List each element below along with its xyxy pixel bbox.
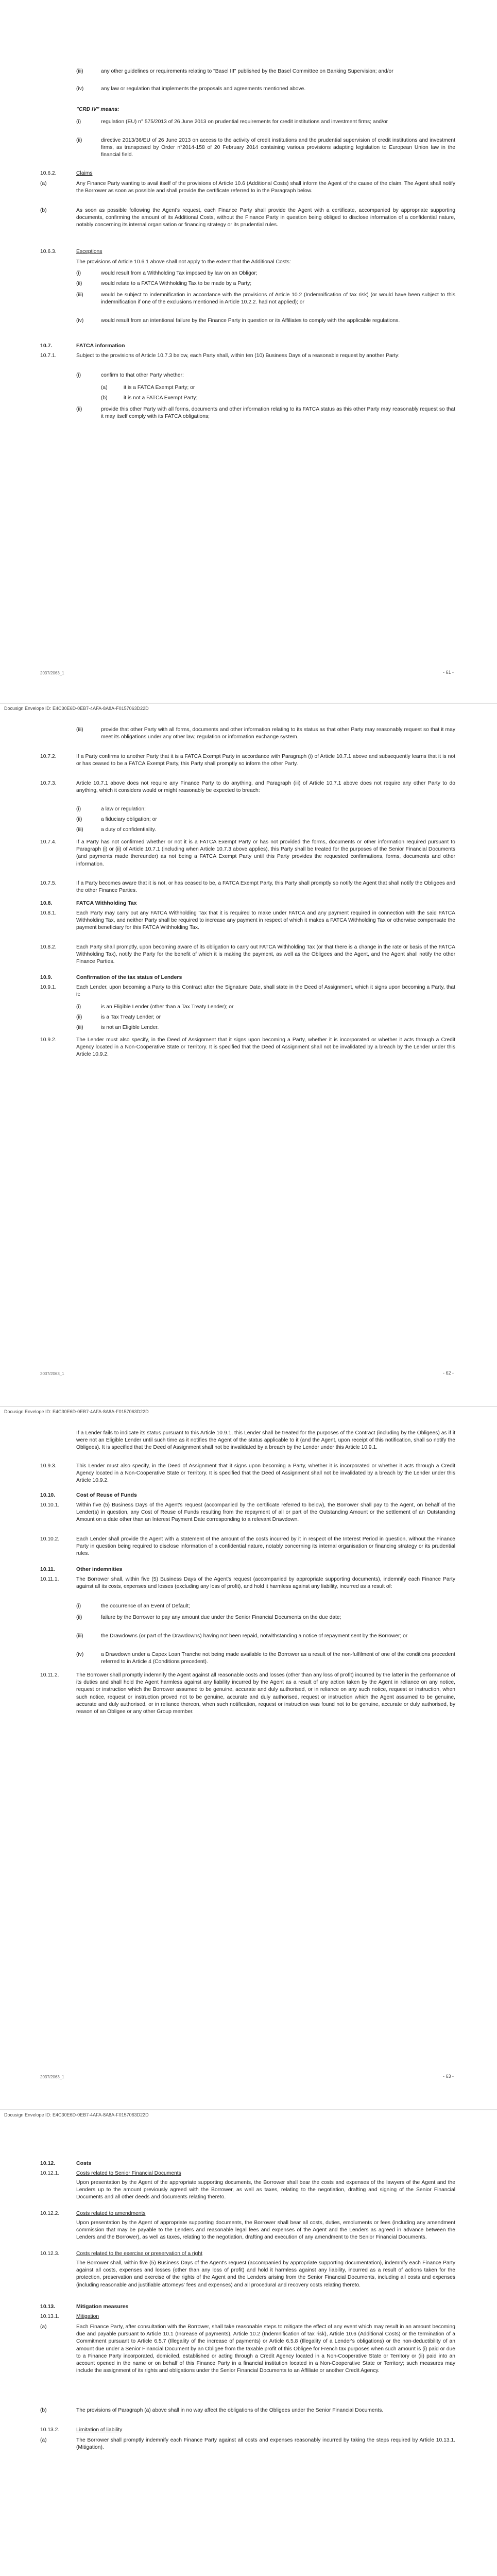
list-num: (a)	[40, 2437, 47, 2443]
section-title: Limitation of liability	[76, 2427, 123, 2433]
paragraph: would relate to a FATCA Withholding Tax to be made by a Party;	[101, 281, 252, 286]
list-num: (i)	[76, 1004, 81, 1010]
paragraph: a Drawdown under a Capex Loan Tranche not being made available to the Borrower as a result of the non-fulfilment of one of the conditions precedent referred to in Article 4 (Conditions precedent).	[101, 1652, 455, 1665]
list-num: (iii)	[76, 292, 83, 298]
list-num: (i)	[76, 1603, 81, 1609]
page-number: - 61 -	[442, 670, 454, 675]
paragraph: would be subject to indemnification in accordance with the provisions of Article 10.2 (Indemnification of tax risk) (or would have been subject to this indemnification if one of the exclusions mentioned in Article 10.2.2. had not applied); or	[101, 292, 455, 306]
paragraph: Any Finance Party wanting to avail itself of the provisions of Article 10.6 (Additional Costs) shall inform the Agent of the cause of the claim. The Agent shall notify the Borrower as soon as possible and shall provide the certificate referred to in the Paragraph below.	[76, 181, 455, 194]
section-number: 10.7.5.	[40, 880, 57, 886]
section-title: FATCA information	[76, 343, 125, 349]
paragraph: it is a FATCA Exempt Party; or	[124, 385, 195, 391]
section-number: 10.12.2.	[40, 2211, 60, 2216]
list-num: (ii)	[76, 138, 82, 143]
page-61	[0, 0, 497, 703]
paragraph: regulation (EU) n° 575/2013 of 26 June 2013 on prudential requirements for credit institutions and investment firms; and/or	[101, 119, 388, 125]
paragraph: a law or regulation;	[101, 806, 146, 812]
paragraph: directive 2013/36/EU of 26 June 2013 on access to the activity of credit institutions and the prudential supervision of credit institutions and investment firms, as transposed by Order n°2014-158 of 20 February 2014 containing various provisions adapting legislation to European Union law in the financial field.	[101, 138, 455, 158]
paragraph: failure by the Borrower to pay any amount due under the Senior Financial Documents on the due date;	[101, 1615, 341, 1620]
section-title: Exceptions	[76, 249, 102, 255]
paragraph: If a Party becomes aware that it is not, or has ceased to be, a FATCA Exempt Party, this Party shall promptly so notify the Agent that shall notify the Obligees and the other Finance Parties.	[76, 880, 455, 894]
section-number: 10.11.2.	[40, 1672, 59, 1678]
paragraph: Each Lender shall provide the Agent with a statement of the amount of the costs incurred by it in respect of the Interest Period in question, without the Finance Party in question being required to disclose information of a confidential nature, notably concerning its internal organisation or financing strategy or its prudential rules.	[76, 1536, 455, 1557]
section-number: 10.7.1.	[40, 353, 57, 359]
section-number: 10.6.3.	[40, 249, 57, 255]
section-number: 10.13.2.	[40, 2427, 60, 2433]
paragraph: any law or regulation that implements the proposals and agreements mentioned above.	[101, 86, 306, 92]
list-num: (iv)	[76, 318, 84, 324]
section-title: Costs related to the exercise or preservation of a right	[76, 2251, 202, 2257]
section-title: Other indemnities	[76, 1566, 123, 1572]
paragraph: As soon as possible following the Agent's request, each Finance Party shall provide the Agent with a certificate, accompanied by appropriate supporting documents, confirming the amount of its Additional Costs, without the Finance Party in question being obliged to disclose information of a confidential nature, notably concerning its internal organisation or financing strategy or its prudential rules.	[76, 208, 455, 228]
list-num: (ii)	[76, 817, 82, 822]
paragraph: provide this other Party with all forms, documents and other information relating to its FATCA status as this other Party may reasonably request so that it may itself comply with its FATCA obligations;	[101, 406, 455, 420]
section-number: 10.12.1.	[40, 2171, 60, 2176]
paragraph: Upon presentation by the Agent of the appropriate supporting documents, the Borrower shall bear the costs and expenses of the lawyers of the Agent and the Lenders up to the amount previously agreed with the Borrower, as well as taxes, relating to the negotiation, drafting and signing of the Senior Financial Documents and all other deeds and documents relating thereto.	[76, 2180, 455, 2200]
footer-ref: 2037/2063_1	[40, 2075, 64, 2079]
paragraph: The Borrower shall promptly indemnify the Agent against all reasonable costs and losses (other than any loss of profit) incurred by the latter in the performance of its duties and shall hold the Agent harmless against any liability incurred by the Agent as a result of any action taken by the Agent in reliance on any notice, request or instruction which the Borrower assumed to be genuine, accurate and duly authorised, or in reliance on any such notice, request or instruction, when such notice, request or instruction proved not to be genuine, accurate and duly authorised, request or instruction which the Agent assumed to be genuine, accurate and duly authorised, or in reliance thereon, when such notification, request or instruction was found not to be genuine, accurate or duly authorised, by reason of an Obligee or any other Group member.	[76, 1672, 455, 1715]
paragraph: If a Party confirms to another Party that it is a FATCA Exempt Party in accordance with Paragraph (i) of Article 10.7.1 above and subsequently learns that it is not or has ceased to be a FATCA Exempt Party, this Party shall promptly so inform the other Party.	[76, 754, 455, 767]
section-number: 10.10.	[40, 1492, 56, 1498]
page-64	[0, 2110, 497, 2576]
section-number: 10.13.1.	[40, 2314, 60, 2319]
list-num: (iv)	[76, 86, 84, 92]
paragraph: is not an Eligible Lender.	[101, 1025, 159, 1030]
paragraph: This Lender must also specify, in the Deed of Assignment that it signs upon becoming a Party, whether it is incorporated or whether it acts through a Credit Agency located in a Non-Cooperative State or Territory. It is specified that the Deed of Assignment shall not be invalidated by a breach by the Lender under this Article 10.9.2.	[76, 1463, 455, 1484]
section-number: 10.9.	[40, 974, 53, 980]
paragraph: the Drawdowns (or part of the Drawdowns) having not been repaid, notwithstanding a notice of repayment sent by the Borrower; or	[101, 1633, 408, 1639]
list-num: (i)	[76, 270, 81, 276]
footer-ref: 2037/2063_1	[40, 1371, 64, 1376]
paragraph: a duty of confidentiality.	[101, 827, 156, 833]
section-number: 10.10.1.	[40, 1502, 60, 1508]
paragraph: The Borrower shall promptly indemnify each Finance Party against all costs and expenses reasonably incurred by taking the steps required by Article 10.13.1. (Mitigation).	[76, 2437, 455, 2451]
envelope-header: Docusign Envelope ID: E4C30E6D-0EB7-4AFA-8A8A-F0157063D22D	[4, 1409, 149, 1414]
list-num: (iii)	[76, 827, 83, 833]
list-num: (ii)	[76, 406, 82, 412]
footer-ref: 2037/2063_1	[40, 671, 64, 675]
paragraph: Each Party shall promptly, upon becoming aware of its obligation to carry out FATCA Withholding Tax (or that there is a change in the rate or basis of the FATCA Withholding Tax), notify the Party for the benefit of which it is making the payment, as well as the Obligees and the Agent, and the Agent shall notify the other Finance Parties.	[76, 944, 455, 965]
section-number: 10.7.2.	[40, 754, 57, 759]
paragraph: would result from a Withholding Tax imposed by law on an Obligor;	[101, 270, 258, 276]
section-title: Costs related to amendments	[76, 2211, 146, 2216]
list-num: (ii)	[76, 1014, 82, 1020]
section-title: FATCA Withholding Tax	[76, 900, 137, 906]
paragraph: The Lender must also specify, in the Deed of Assignment that it signs upon becoming a Party, whether it is incorporated or whether it acts through a Credit Agency located in a Non-Cooperative State or Territory. It is specified that the Deed of Assignment shall not be invalidated by a breach by the Lender under this Article 10.9.2.	[76, 1037, 455, 1058]
section-number: 10.8.1.	[40, 910, 57, 916]
paragraph: is a Tax Treaty Lender; or	[101, 1014, 161, 1020]
paragraph: If a Lender fails to indicate its status pursuant to this Article 10.9.1, this Lender shall be treated for the purposes of the Contract (including by the Obligees) as if it were not an Eligible Lender until such time as it notifies the Agent of the status applicable to it (and the Agent, upon receipt of this notification, shall so notify the Obligees). It is specified that the Deed of Assignment shall not be invalidated by a breach by the Lender under this Article 10.9.1.	[76, 1430, 455, 1451]
section-number: 10.9.2.	[40, 1037, 57, 1043]
paragraph: The Borrower shall, within five (5) Business Days of the Agent's request (accompanied by appropriate supporting documents), indemnify each Finance Party against all its costs, expenses and losses (excluding any loss of profit), and hold it harmless against any liability, incurred as a result of:	[76, 1577, 455, 1590]
section-number: 10.7.4.	[40, 839, 57, 845]
list-num: (iv)	[76, 1652, 84, 1657]
list-num: (iii)	[76, 1633, 83, 1639]
section-title: Confirmation of the tax status of Lenders	[76, 974, 182, 980]
section-number: 10.8.	[40, 900, 53, 906]
list-num: (a)	[40, 181, 47, 187]
paragraph: any other guidelines or requirements relating to "Basel III" published by the Basel Committee on Banking Supervision; and/or	[101, 69, 393, 74]
paragraph: If a Party has not confirmed whether or not it is a FATCA Exempt Party or has not provided the forms, documents or other information required pursuant to Paragraph (i) or (ii) of Article 10.7.1 (including when Article 10.7.3 above applies), this Party shall be treated for the purposes of the Senior Financial Documents (and payments made thereunder) as not being a FATCA Exempt Party until this Party provides the requested confirmations, forms, documents and other information.	[76, 839, 455, 867]
paragraph: Upon presentation by the Agent of appropriate supporting documents, the Borrower shall bear all costs, duties, emoluments or fees (including any amendment commission that may be payable to the Lenders and reasonable legal fees and expenses of the Agent and the Lenders as agreed in advance between the Lenders and the Borrower), as well as taxes, relating to the negotiation, drafting and execution of any amendment to the Senior Financial Documents.	[76, 2220, 455, 2241]
paragraph: the occurrence of an Event of Default;	[101, 1603, 190, 1609]
list-num: (i)	[76, 372, 81, 378]
paragraph: it is not a FATCA Exempt Party;	[124, 395, 198, 401]
section-title: Costs related to Senior Financial Documents	[76, 2171, 181, 2176]
paragraph: Each Party may carry out any FATCA Withholding Tax that it is required to make under FATCA and any payment required in connection with the said FATCA Withholding Tax, and neither Party shall be required to increase any payment in respect of which it makes a FATCA Withholding Tax or otherwise compensate the payment beneficiary for this FATCA Withholding Tax.	[76, 910, 455, 931]
section-title: Claims	[76, 171, 93, 176]
list-num: (a)	[101, 385, 108, 391]
section-number: 10.11.1.	[40, 1577, 59, 1582]
section-number: 10.11.	[40, 1566, 55, 1572]
section-number: 10.9.3.	[40, 1463, 57, 1469]
list-num: (a)	[40, 2324, 47, 2330]
envelope-header: Docusign Envelope ID: E4C30E6D-0EB7-4AFA-8A8A-F0157063D22D	[4, 2112, 149, 2117]
paragraph: Each Finance Party, after consultation with the Borrower, shall take reasonable steps to mitigate the effect of any event which may result in an amount becoming due and payable pursuant to Article 10.1 (Increase of payments), Article 10.2 (Indemnification of tax risk), Article 10.6 (Additional Costs) or the termination of a Commitment pursuant to Article 6.5.7 (Illegality of the increase of payments) or Article 6.5.8 (Illegality of a Lender's obligations) or the non-deductibility of an amount due under a Senior Financial Document by an Obligee from the taxable profit of this Obligee for French tax purposes when such amount is (i) paid or due to a Finance Party incorporated, domiciled, established or acting through a Credit Agency located in a Non-Cooperative State or Territory or (ii) paid into an account opened in the name or on behalf of this Finance Party in a financial institution located in a Non-Cooperative State or Territory; such measures may include the assignment of its rights and obligations under the Senior Financial Documents to an Affiliate or another Credit Agency.	[76, 2324, 455, 2374]
page-number: - 63 -	[442, 2074, 454, 2079]
paragraph: confirm to that other Party whether:	[101, 372, 184, 378]
definition-title: "CRD IV" means:	[76, 107, 119, 112]
section-number: 10.12.	[40, 2160, 56, 2166]
page-62	[0, 704, 497, 1406]
envelope-header: Docusign Envelope ID: E4C30E6D-0EB7-4AFA-8A8A-F0157063D22D	[4, 706, 149, 711]
paragraph: Article 10.7.1 above does not require any Finance Party to do anything, and Paragraph (iii) of Article 10.7.1 above does not require any other Party to do anything, which it considers would or might reasonably be expected to breach:	[76, 781, 455, 794]
list-num: (ii)	[76, 281, 82, 286]
section-number: 10.7.3.	[40, 781, 57, 786]
section-title: Cost of Reuse of Funds	[76, 1492, 137, 1498]
section-title: Costs	[76, 2160, 92, 2166]
list-num: (iii)	[76, 69, 83, 74]
list-num: (i)	[76, 806, 81, 812]
page-number: - 62 -	[442, 1370, 454, 1376]
section-number: 10.13.	[40, 2303, 56, 2310]
section-title: Mitigation	[76, 2314, 99, 2319]
paragraph: is an Eligible Lender (other than a Tax Treaty Lender); or	[101, 1004, 234, 1010]
section-number: 10.9.1.	[40, 985, 57, 990]
list-num: (b)	[40, 2408, 47, 2413]
page-63	[0, 1407, 497, 2109]
paragraph: The Borrower shall, within five (5) Business Days of the Agent's request (accompanied by appropriate supporting documentation), indemnify each Finance Party against all costs, expenses and losses (other than any loss of profit) and hold it harmless against any liability, incurred as a result of actions taken for the protection, preservation and exercise of the rights of the Agent and the Lenders arising from the Senior Financial Documents, including all costs and expenses (including reasonable and justifiable attorneys' fees and expenses) and all procedural and recovery costs relating thereto.	[76, 2260, 455, 2288]
paragraph: Within five (5) Business Days of the Agent's request (accompanied by the certificate referred to below), the Borrower shall pay to the Agent, on behalf of the Lender(s) in question, any Cost of Reuse of Funds resulting from the repayment of all or part of the Outstanding Amount or the settlement of an Outstanding Amount on a date other than an Interest Payment Date corresponding to a relevant Drawdown.	[76, 1502, 455, 1523]
list-num: (b)	[40, 208, 47, 213]
section-number: 10.10.2.	[40, 1536, 60, 1542]
paragraph: The provisions of Article 10.6.1 above shall not apply to the extent that the Additional Costs:	[76, 259, 291, 265]
section-number: 10.6.2.	[40, 171, 57, 176]
list-num: (iii)	[76, 727, 83, 733]
section-title: Mitigation measures	[76, 2303, 129, 2310]
paragraph: Subject to the provisions of Article 10.7.3 below, each Party shall, within ten (10) Business Days of a reasonable request by another Party:	[76, 353, 400, 359]
paragraph: The provisions of Paragraph (a) above shall in no way affect the obligations of the Obligees under the Senior Financial Documents.	[76, 2408, 384, 2413]
list-num: (ii)	[76, 1615, 82, 1620]
paragraph: Each Lender, upon becoming a Party to this Contract after the Signature Date, shall state in the Deed of Assignment, which it signs upon becoming a Party, that it:	[76, 985, 455, 998]
list-num: (b)	[101, 395, 108, 401]
paragraph: would result from an intentional failure by the Finance Party in question or its Affiliates to comply with the applicable regulations.	[101, 318, 400, 324]
section-number: 10.8.2.	[40, 944, 57, 950]
list-num: (iii)	[76, 1025, 83, 1030]
list-num: (i)	[76, 119, 81, 125]
section-number: 10.7.	[40, 343, 53, 349]
paragraph: provide that other Party with all forms, documents and other information relating to its status as that other Party may reasonably request so that it may meet its obligations under any other law, regulation or information exchange system.	[101, 727, 455, 740]
section-number: 10.12.3.	[40, 2251, 60, 2257]
paragraph: a fiduciary obligation; or	[101, 817, 157, 822]
